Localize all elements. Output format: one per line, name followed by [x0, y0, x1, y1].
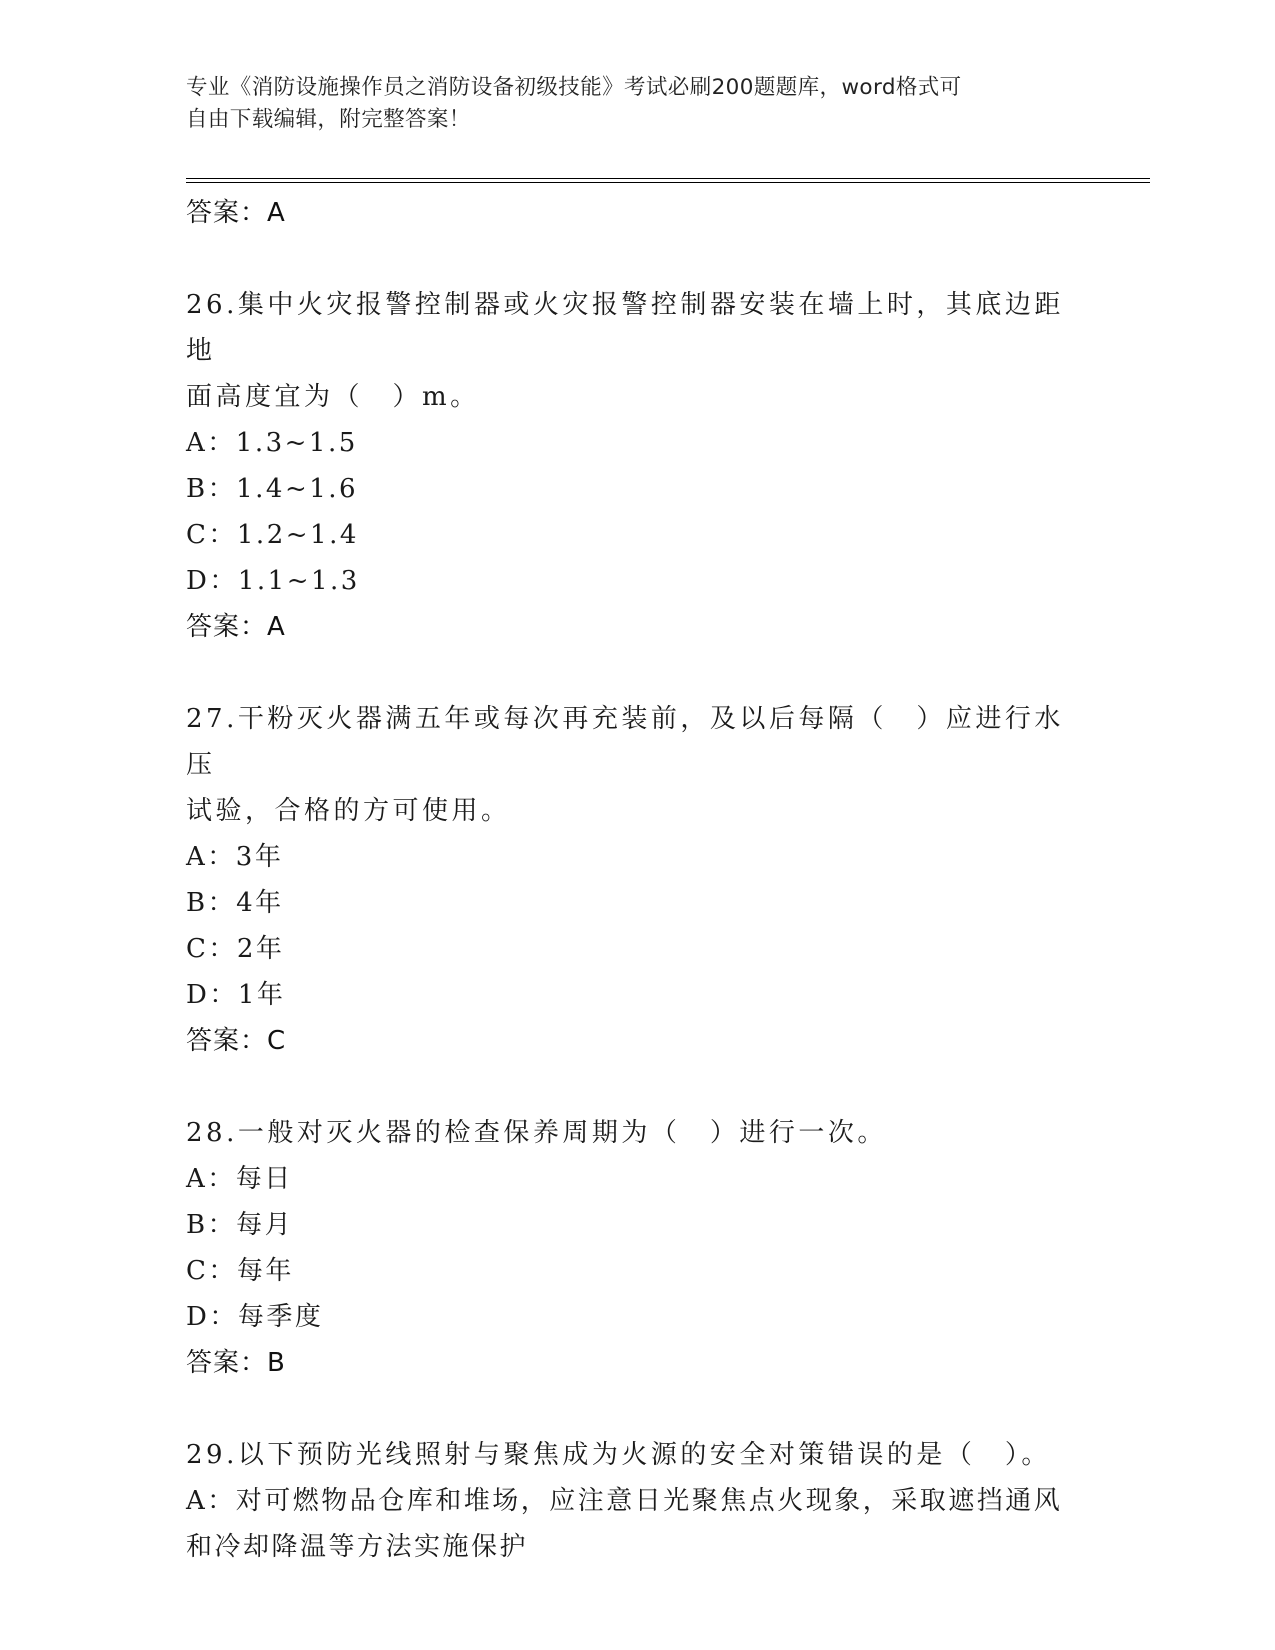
option-b: B：4年 [186, 888, 284, 918]
question-text: 试验，合格的方可使用。 [186, 796, 511, 826]
question-text: 29.以下预防光线照射与聚焦成为火源的安全对策错误的是（ ）。 [186, 1440, 1051, 1470]
option-d: D：1年 [186, 980, 286, 1010]
answer-line: 答案：A [186, 612, 286, 642]
header-rule-bottom [186, 182, 1150, 183]
option-a: A：3年 [186, 842, 284, 872]
header-line-2: 自由下载编辑，附完整答案！ [186, 107, 471, 132]
option-c: C：2年 [186, 934, 285, 964]
question-26 [186, 282, 1086, 650]
option-c: C：1.2~1.4 [186, 520, 359, 550]
option-b: B：每月 [186, 1210, 294, 1240]
header-line-1: 专业《消防设施操作员之消防设备初级技能》考试必刷200题题库，word格式可 [186, 75, 962, 100]
question-text: 26.集中火灾报警控制器或火灾报警控制器安装在墙上时，其底边距地 [186, 290, 1064, 366]
question-27 [186, 696, 1086, 1064]
option-a-continued: 和冷却降温等方法实施保护 [186, 1532, 529, 1562]
option-c: C：每年 [186, 1256, 294, 1286]
question-text: 面高度宜为（ ）m。 [186, 382, 480, 412]
header-rule-top [186, 178, 1150, 179]
document-header [186, 72, 1066, 136]
option-d: D：1.1~1.3 [186, 566, 360, 596]
question-29 [186, 1432, 1086, 1570]
option-d: D：每季度 [186, 1302, 324, 1332]
option-a: A：每日 [186, 1164, 293, 1194]
answer-line: 答案：C [186, 1026, 287, 1056]
question-text: 28.一般对灭火器的检查保养周期为（ ）进行一次。 [186, 1118, 887, 1148]
question-28 [186, 1110, 1086, 1386]
option-b: B：1.4~1.6 [186, 474, 359, 504]
answer-line: 答案：A [186, 198, 286, 228]
document-body [186, 190, 1086, 1570]
option-a: A：1.3~1.5 [186, 428, 358, 458]
option-a: A：对可燃物品仓库和堆场，应注意日光聚焦点火现象，采取遮挡通风 [186, 1486, 1063, 1516]
answer-line: 答案：B [186, 1348, 286, 1378]
question-text: 27.干粉灭火器满五年或每次再充装前，及以后每隔（ ）应进行水压 [186, 704, 1064, 780]
